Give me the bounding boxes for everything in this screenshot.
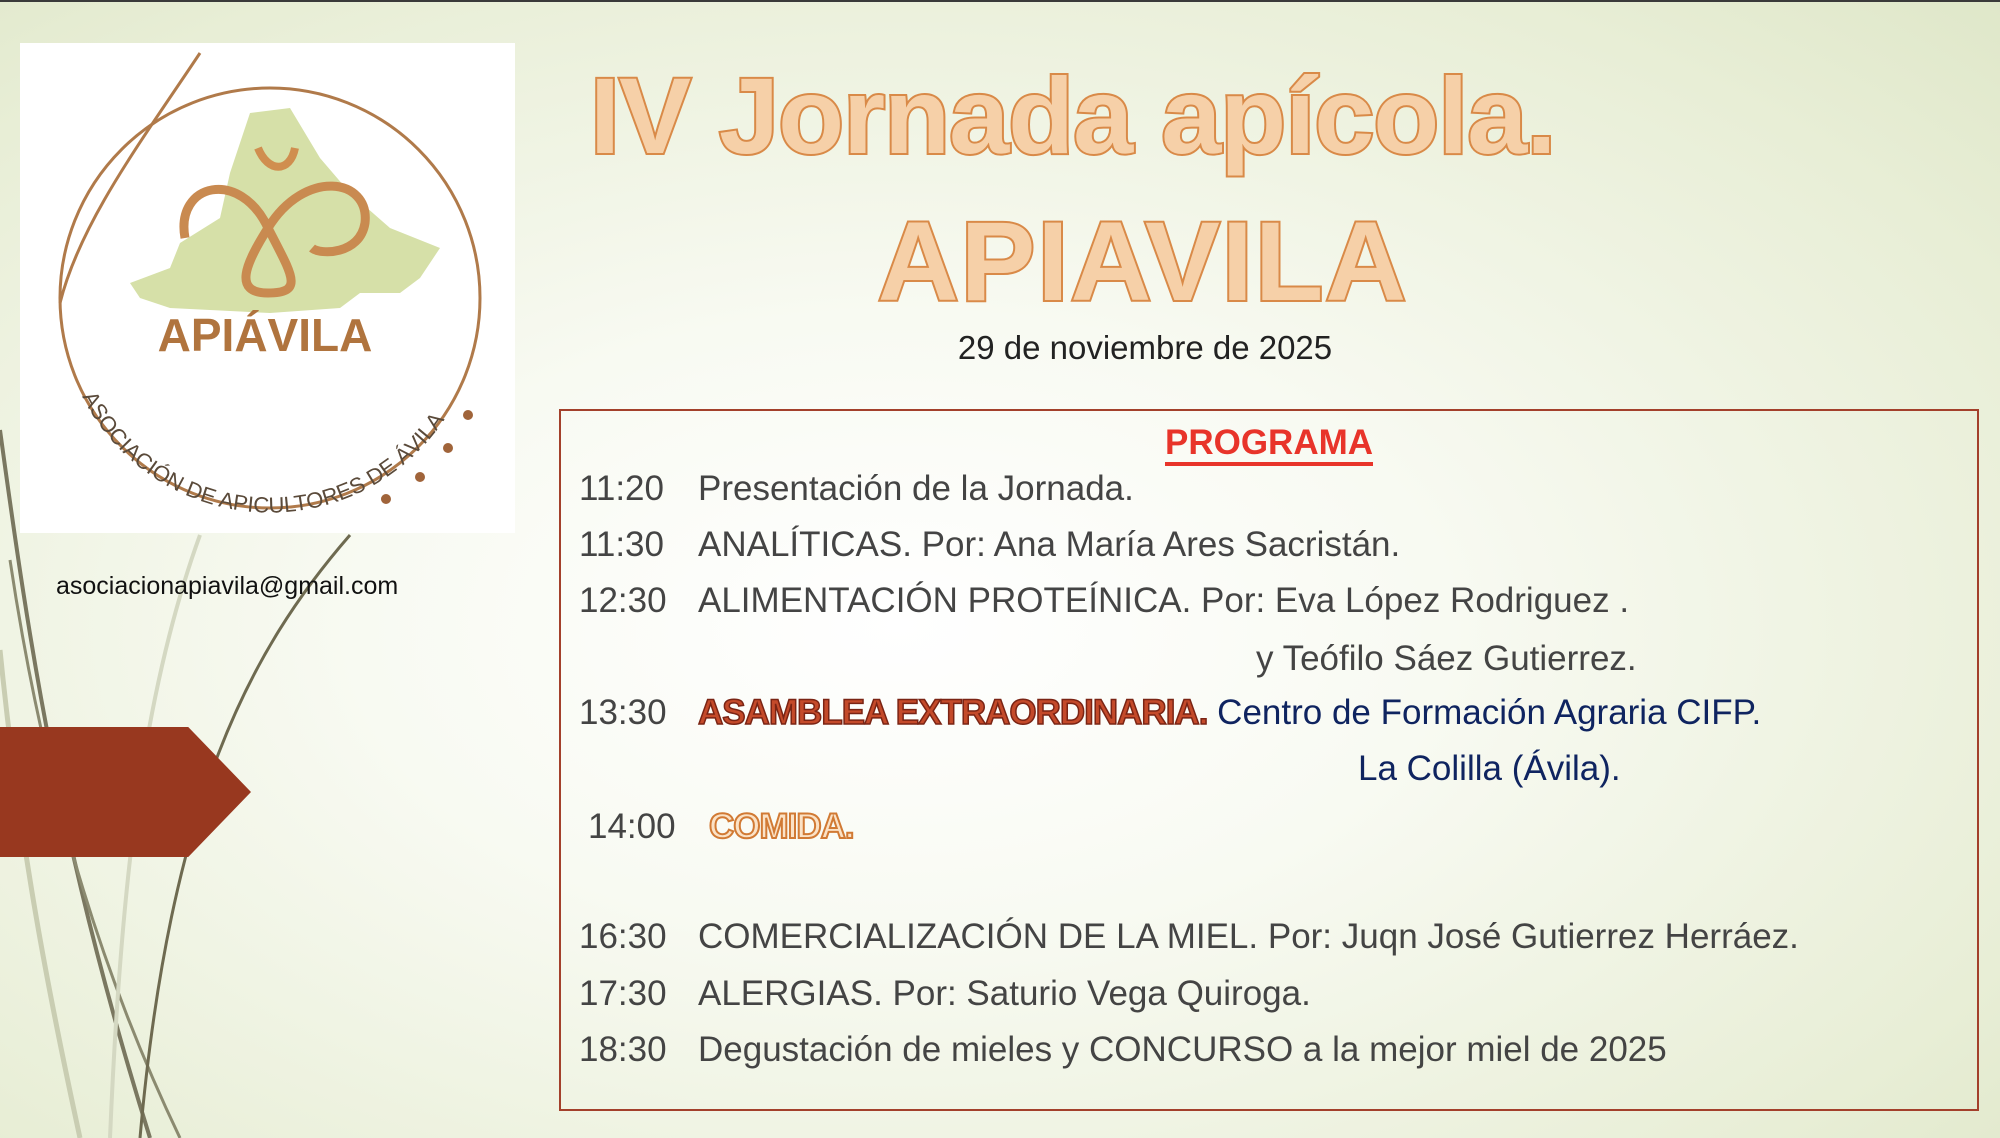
program-box <box>559 409 1979 1111</box>
item-time: 17:30 <box>579 974 667 1013</box>
item-highlight: ASAMBLEA EXTRAORDINARIA. <box>698 693 1208 732</box>
item-venue: Centro de Formación Agraria CIFP. <box>1217 693 1762 732</box>
item-text: ALIMENTACIÓN PROTEÍNICA. Por: Eva López Rodriguez . <box>698 581 1630 620</box>
logo-name: APIÁVILA <box>157 309 373 361</box>
item-highlight: COMIDA. <box>709 807 854 846</box>
item-text: Presentación de la Jornada. <box>698 469 1134 508</box>
item-continuation: La Colilla (Ávila). <box>1358 749 1621 788</box>
item-text: ANALÍTICAS. Por: Ana María Ares Sacristán. <box>698 525 1401 564</box>
logo-subtitle: ASOCIACIÓN DE APICULTORES DE ÁVILA <box>77 386 449 518</box>
program-heading-text: PROGRAMA <box>1165 423 1373 466</box>
apiavila-logo <box>20 43 515 533</box>
item-time: 18:30 <box>579 1030 667 1069</box>
event-subtitle: APIAVILA <box>877 199 1409 324</box>
event-date: 29 de noviembre de 2025 <box>957 329 1333 366</box>
item-text: Degustación de mieles y CONCURSO a la mejor miel de 2025 <box>698 1030 1667 1069</box>
contact-email[interactable]: asociacionapiavila@gmail.com <box>56 572 399 600</box>
item-continuation: y Teófilo Sáez Gutierrez. <box>1256 639 1637 678</box>
item-time: 11:20 <box>579 469 664 508</box>
svg-text:ASOCIACIÓN DE APICULTORES DE Á <box>78 387 449 518</box>
item-text: COMERCIALIZACIÓN DE LA MIEL. Por: Juqn José Gutierrez Herráez. <box>698 917 1799 956</box>
program-heading <box>561 423 1977 463</box>
item-time: 11:30 <box>579 525 664 564</box>
item-time: 14:00 <box>588 807 676 846</box>
item-text: ALERGIAS. Por: Saturio Vega Quiroga. <box>698 974 1311 1013</box>
item-time: 12:30 <box>579 581 667 620</box>
item-time: 13:30 <box>579 693 667 732</box>
event-title: IV Jornada apícola. <box>590 55 1556 176</box>
item-time: 16:30 <box>579 917 667 956</box>
